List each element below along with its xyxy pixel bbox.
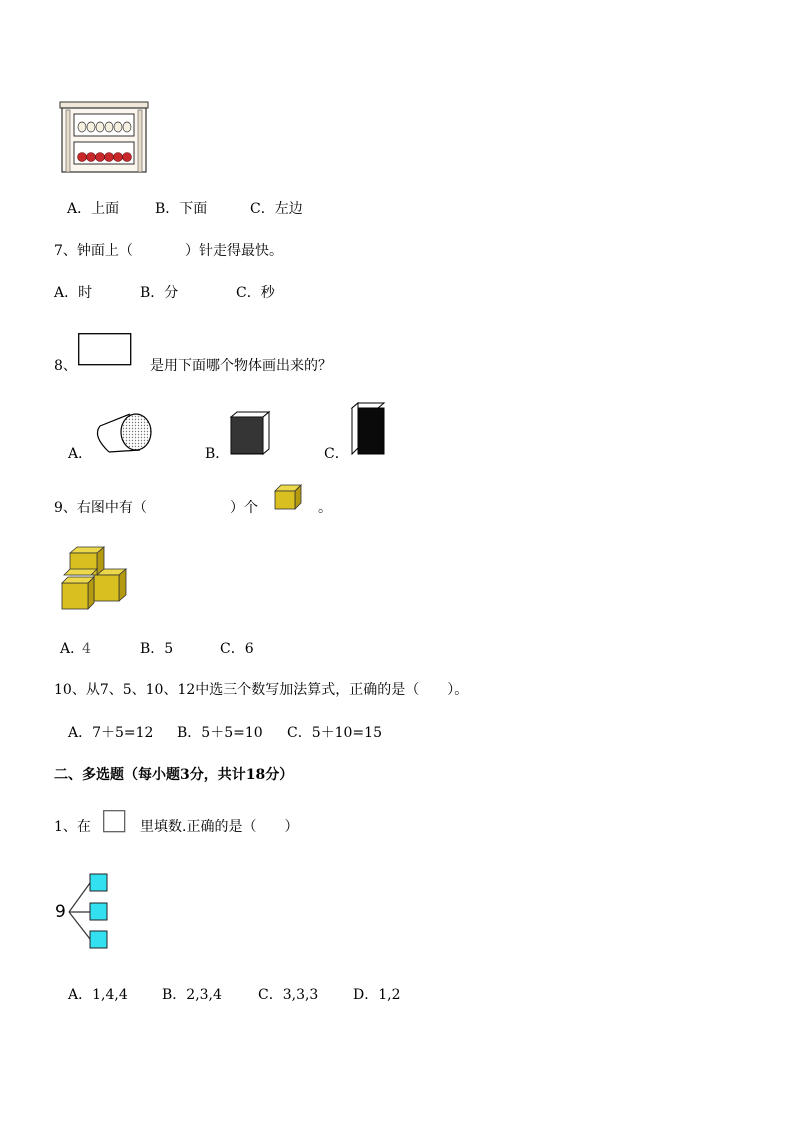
q9-option-a-value: 4 xyxy=(82,641,91,657)
q10-stem: 10、从7、5、10、12中选三个数写加法算式，正确的是（ ）。 xyxy=(54,682,469,698)
cylinder-icon xyxy=(92,412,154,456)
q8-option-a[interactable]: A． xyxy=(68,446,93,462)
q2-1-stem-prefix: 1、在 xyxy=(54,819,91,835)
q2-1-option-b[interactable]: B．2,3,4 xyxy=(162,987,222,1003)
q7-stem-prefix: 7、钟面上（ xyxy=(54,243,133,259)
q9-option-b[interactable]: B．5 xyxy=(140,641,174,657)
q7-option-a[interactable]: A．时 xyxy=(54,285,93,301)
rectangle-shape xyxy=(78,333,132,367)
q9-stem-prefix: 9、右图中有（ xyxy=(54,500,147,516)
q8-option-b[interactable]: B． xyxy=(205,446,230,462)
q7-stem-suffix: ）针走得最快。 xyxy=(185,243,283,259)
diagram-number: 9 xyxy=(55,902,66,922)
q2-1-option-a[interactable]: A．1,4,4 xyxy=(68,987,128,1003)
q6-option-a[interactable]: A．上面 xyxy=(67,201,120,217)
stacked-cubes-picture xyxy=(60,545,130,613)
small-cube-icon xyxy=(274,484,302,510)
section-heading: 二、多选题（每小题3分，共计18分） xyxy=(54,767,294,783)
q9-option-c[interactable]: C．6 xyxy=(220,641,254,657)
q8-stem: 是用下面哪个物体画出来的？ xyxy=(150,358,332,374)
blank-square-icon xyxy=(103,810,127,834)
q8-option-c[interactable]: C． xyxy=(324,446,349,462)
q6-option-c[interactable]: C．左边 xyxy=(250,201,303,217)
answer-square-2 xyxy=(90,903,107,920)
cabinet-picture xyxy=(60,102,150,174)
cuboid-icon xyxy=(350,402,386,456)
q7-option-b[interactable]: B．分 xyxy=(140,285,179,301)
q10-option-b[interactable]: B．5＋5=10 xyxy=(177,725,263,741)
cube-icon xyxy=(229,411,271,455)
q7-option-c[interactable]: C．秒 xyxy=(236,285,275,301)
q8-number: 8、 xyxy=(54,358,77,374)
q10-option-c[interactable]: C．5＋10=15 xyxy=(287,725,382,741)
q6-option-b[interactable]: B．下面 xyxy=(155,201,208,217)
answer-square-1 xyxy=(90,874,107,891)
split-diagram xyxy=(52,866,116,958)
q2-1-option-d[interactable]: D．1,2 xyxy=(353,987,401,1003)
answer-square-3 xyxy=(90,931,107,948)
q2-1-stem-suffix: 里填数.正确的是（ ） xyxy=(140,819,299,835)
q2-1-option-c[interactable]: C．3,3,3 xyxy=(258,987,319,1003)
q9-stem-suffix: 。 xyxy=(318,500,332,516)
q9-stem-mid: ）个 xyxy=(230,500,258,516)
q10-option-a[interactable]: A．7＋5=12 xyxy=(68,725,154,741)
q9-option-a-label[interactable]: A． xyxy=(60,641,85,657)
